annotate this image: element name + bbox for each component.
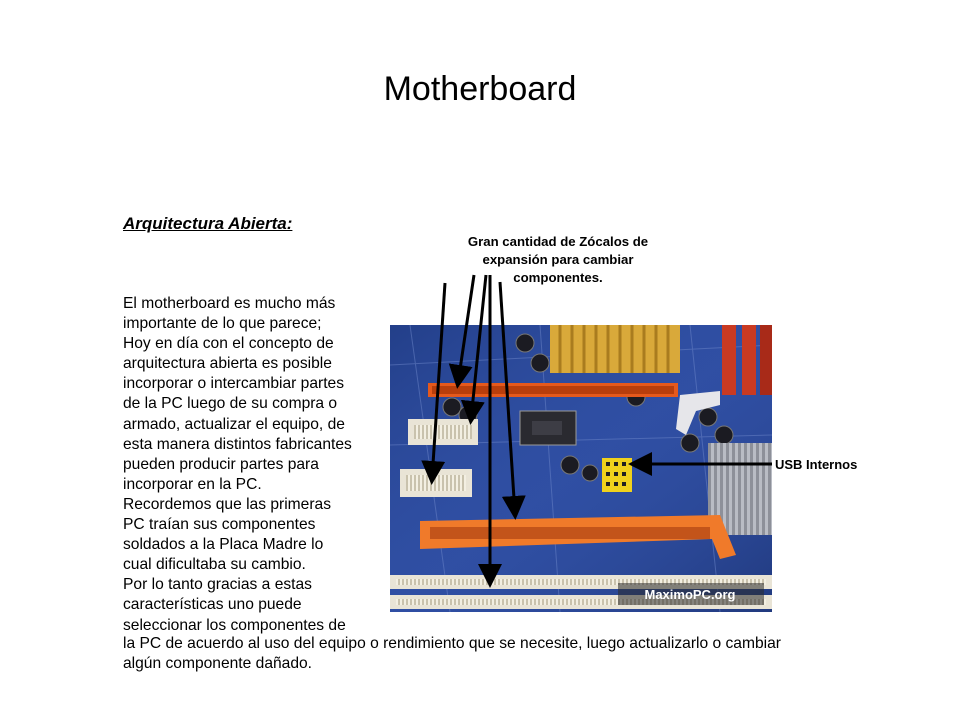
paragraph-line: la PC de acuerdo al uso del equipo o rendimiento que se necesite, luego actualizarlo o cambiar (123, 635, 781, 652)
paragraph-line: Por lo tanto gracias a estas (123, 576, 312, 594)
paragraph-line: esta manera distintos fabricantes (123, 435, 352, 453)
paragraph-line: incorporar o intercambiar partes (123, 375, 345, 393)
paragraph-line: pueden producir partes para (123, 455, 319, 473)
paragraph-line: Hoy en día con el concepto de (123, 335, 334, 353)
callout-line: Gran cantidad de Zócalos de (467, 234, 649, 249)
paragraph-line: incorporar en la PC. (123, 475, 262, 493)
expansion-slots-callout (440, 233, 676, 287)
usb-internal-label: USB Internos (775, 457, 858, 472)
document-paragraph (123, 294, 377, 636)
paragraph-line: cual dificultaba su cambio. (123, 556, 306, 574)
paragraph-line: soldados a la Placa Madre lo (123, 536, 324, 554)
paragraph-line: seleccionar los componentes de (123, 616, 346, 634)
paragraph-line: algún componente dañado. (123, 655, 313, 673)
paragraph-line: El motherboard es mucho más (123, 295, 336, 312)
callout-line: expansión para cambiar (482, 252, 634, 267)
paragraph-line: Recordemos que las primeras (123, 495, 332, 513)
paragraph-line: importante de lo que parece; (123, 315, 322, 333)
callout-line: componentes. (513, 270, 603, 285)
document-heading: Arquitectura Abierta: (123, 214, 293, 233)
motherboard-photo (390, 325, 772, 612)
paragraph-line: PC traían sus componentes (123, 516, 316, 534)
document-paragraph-continuation (123, 634, 883, 674)
slide-title: Motherboard (383, 70, 577, 108)
paragraph-line: características uno puede (123, 596, 302, 614)
paragraph-line: de la PC luego de su compra o (123, 395, 338, 413)
paragraph-line: armado, actualizar el equipo, de (123, 415, 345, 433)
photo-watermark: MaximoPC.org (644, 587, 736, 602)
paragraph-line: arquitectura abierta es posible (123, 355, 332, 373)
